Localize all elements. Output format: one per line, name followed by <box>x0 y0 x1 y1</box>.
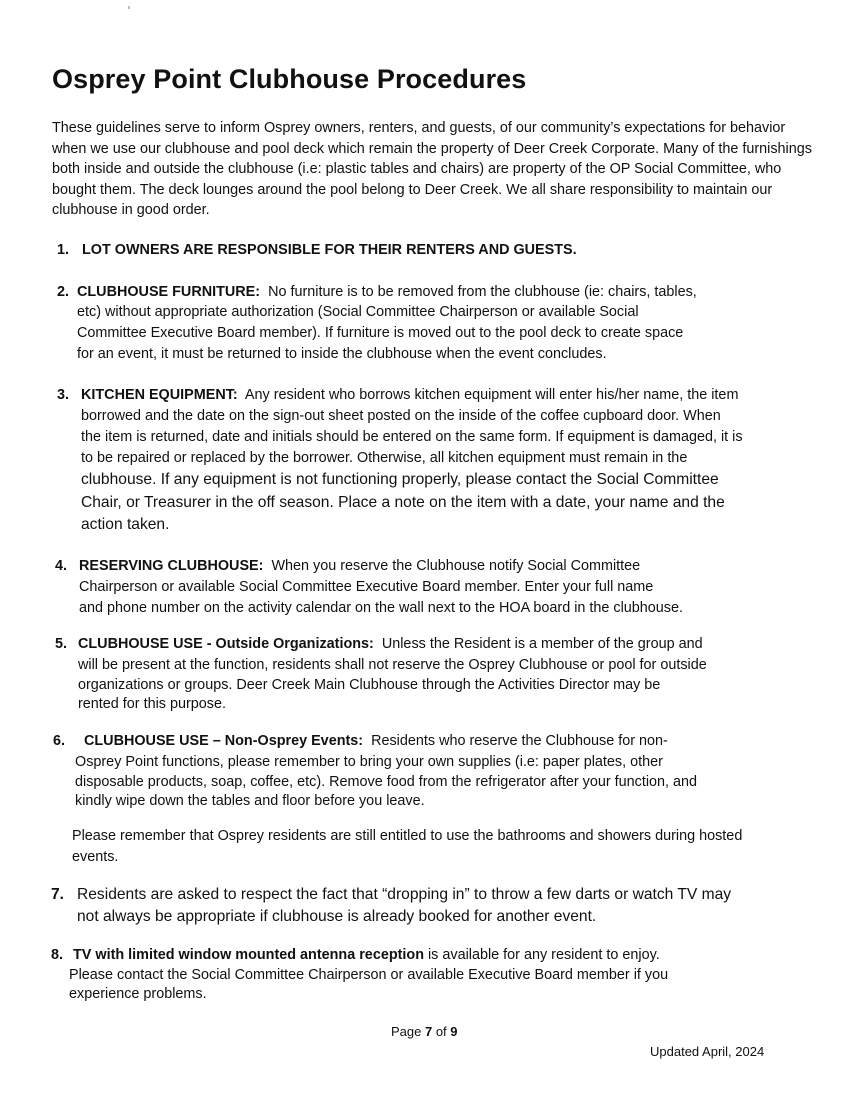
item-text-line: for an event, it must be returned to inside the clubhouse when the event concludes. <box>77 346 607 362</box>
item-text-line: is available for any resident to enjoy. <box>427 947 660 963</box>
page-total: 9 <box>450 1024 458 1039</box>
item-text-line: Residents who reserve the Clubhouse for non- <box>371 733 668 749</box>
item-text-line: will be present at the function, residents shall not reserve the Osprey Clubhouse or pool for outside <box>78 657 707 673</box>
item-number: 2. <box>57 284 70 300</box>
item-heading: KITCHEN EQUIPMENT: <box>81 387 238 403</box>
item-text-line: etc) without appropriate authorization (Social Committee Chairperson or available Social <box>77 304 639 320</box>
item-heading: CLUBHOUSE FURNITURE: <box>77 284 261 300</box>
item-number: 1. <box>57 242 70 258</box>
page-mid: of <box>432 1024 451 1039</box>
item-text-line: Unless the Resident is a member of the group and <box>381 636 703 652</box>
item-text-line: No furniture is to be removed from the clubhouse (ie: chairs, tables, <box>268 284 697 300</box>
item-text-line: Osprey Point functions, please remember to bring your own supplies (i.e: paper plates, other <box>75 754 663 770</box>
scan-speck <box>128 6 130 9</box>
item-text-line: organizations or groups. Deer Creek Main Clubhouse through the Activities Director may be <box>78 677 661 693</box>
item-text-line: not always be appropriate if clubhouse is already booked for another event. <box>77 908 597 925</box>
item-text-line: When you reserve the Clubhouse notify Social Committee <box>271 558 641 574</box>
item-heading: CLUBHOUSE USE – Non-Osprey Events: <box>84 733 364 749</box>
page-title: Osprey Point Clubhouse Procedures <box>52 64 527 94</box>
item-text-line: and phone number on the activity calendar on the wall next to the HOA board in the clubhouse. <box>79 600 683 616</box>
item-text-line: to be repaired or replaced by the borrower. Otherwise, all kitchen equipment must remain in the <box>81 450 688 466</box>
item-text-line: Residents are asked to respect the fact that “dropping in” to throw a few darts or watch TV may <box>77 886 732 903</box>
item-text-line: Any resident who borrows kitchen equipment will enter his/her name, the item <box>244 387 739 403</box>
item-text-line: experience problems. <box>69 986 207 1002</box>
page-current: 7 <box>424 1024 433 1039</box>
item-text-line: action taken. <box>81 516 170 533</box>
item-text-line: Please contact the Social Committee Chairperson or available Executive Board member if you <box>69 967 669 983</box>
item-number: 6. <box>53 733 66 749</box>
item-text-line: the item is returned, date and initials should be entered on the same form. If equipment is damaged, it is <box>81 429 743 445</box>
item-number: 4. <box>55 558 68 574</box>
item-number: 5. <box>55 636 68 652</box>
item-number: 3. <box>57 387 70 403</box>
item-number: 7. <box>51 886 65 903</box>
item-text-line: clubhouse. If any equipment is not functioning properly, please contact the Social Committee <box>81 471 719 488</box>
item-text-line: Chairperson or available Social Committee Executive Board member. Enter your full name <box>79 579 654 595</box>
note-paragraph: Please remember that Osprey residents are still entitled to use the bathrooms and showers during hosted events. <box>72 828 743 865</box>
item-number: 8. <box>51 947 64 963</box>
intro-paragraph: These guidelines serve to inform Osprey owners, renters, and guests, of our community’s expectations for behavior when we use our clubhouse and pool deck which remain the property of Deer Creek Corporate. Many of the furnishings both inside and outside the clubhouse (i.e: plastic tables and chairs) are property of the OP Social Committee, who bought them. The deck lounges around the pool belong to Deer Creek. We all share responsibility to maintain our clubhouse in good order. <box>52 120 812 218</box>
item-text-line: rented for this purpose. <box>78 696 226 712</box>
page-prefix: Page <box>391 1024 425 1039</box>
item-text-line: Committee Executive Board member). If furniture is moved out to the pool deck to create space <box>77 325 684 341</box>
page-number <box>391 1024 458 1039</box>
item-text-line: kindly wipe down the tables and floor before you leave. <box>75 793 425 809</box>
item-text-line: Chair, or Treasurer in the off season. Place a note on the item with a date, your name and the <box>81 494 725 511</box>
item-heading: LOT OWNERS ARE RESPONSIBLE FOR THEIR RENTERS AND GUESTS. <box>82 242 577 258</box>
item-heading: RESERVING CLUBHOUSE: <box>79 558 264 574</box>
item-text-line: borrowed and the date on the sign-out sheet posted on the inside of the coffee cupboard door. When <box>81 408 721 424</box>
item-heading: CLUBHOUSE USE - Outside Organizations: <box>78 636 374 652</box>
item-heading: TV with limited window mounted antenna reception <box>73 947 424 963</box>
updated-date: Updated April, 2024 <box>650 1044 765 1059</box>
item-text-line: disposable products, soap, coffee, etc). Remove food from the refrigerator after your function, and <box>75 774 698 790</box>
